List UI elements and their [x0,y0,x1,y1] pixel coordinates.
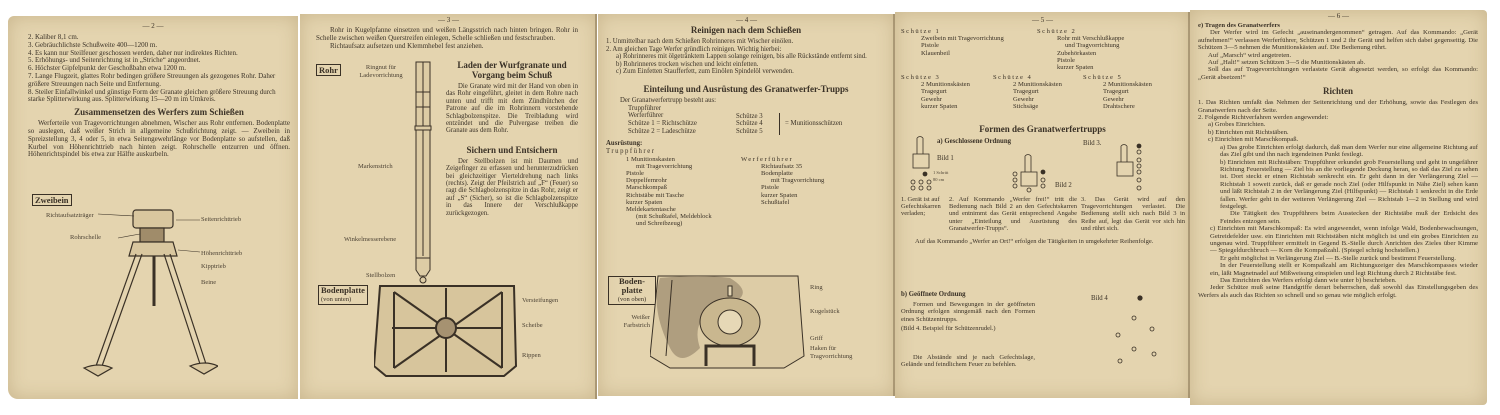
step-columns [901,196,1185,232]
subheading-closed: a) Geschlossene Ordnung [937,138,1012,145]
item: Stichsäge [1013,102,1039,110]
member: Werferführer [628,112,664,120]
item: kurzer Spaten [921,102,958,110]
step-1-text: 1. Gerät ist auf Gefechtskarren verladen; [901,196,941,218]
baseplate-bottom-illustration [374,284,519,384]
member: Schütze 1 = Richtschütze [628,119,697,127]
list-item: 5. Erhöhungs- und Seitenrichtung ist in „Striche“ angeordnet. [28,56,201,65]
section-heading: Reinigen nach dem Schießen [690,25,802,35]
paragraph: a) Das grobe Einrichten erfolgt dadurch, daß man dem Werfer nur eine allgemeine Richtung auf das Ziel gibt und ihn nach irgendeinen Punkt festlegt. [1220,143,1478,159]
open-formation-diagram [1110,294,1160,364]
baseplate-top-illustration [650,274,810,374]
item: mit Tragevorrichtung [636,162,693,170]
list-item: 1. Unmittelbar nach dem Schießen Rohrinneres mit Wischer einölen. [606,38,794,45]
item: Bodenplatte [761,169,793,177]
equipment-columns [606,156,886,228]
figure-label-box: Rohr [316,64,341,76]
subheading-carry: e) Tragen des Granatwerfers [1198,22,1281,29]
page-2-text [28,34,290,159]
safety-text: Der Stellbolzen ist mit Daumen und Zeigefinger zu erfassen und herunterzudrücken bei gleichzeitiger Vierteldrehung nach links (rechts). Zeigt der Pfeilstrich auf „F“ (Feuer) so ragt die Schlagbolzenspitze in das Rohr, zeigt er auf „S“ (Sicher), so ist die Schlagbolzenspitze in das Innere der Verschlußkappe zurückgezogen. [446,157,578,217]
item: Meldekartentasche [626,205,676,213]
paragraph: In der Feuerstellung stellt er Kompaßzahl am Richtungszeiger des Marschkompasses wieder ein, läßt Magnetnadel auf Mißweisung einspielen und legt Richtung durch 2 Richtstäbe fest. [1210,262,1478,277]
members [606,105,886,136]
group-title: Schütze 5 [1083,74,1123,81]
section-heading: Zusammensetzen des Werfers zum Schießen [74,107,244,118]
item: Pistole [761,184,779,192]
equipment-group [901,74,970,110]
list-item: 2. Folgende Richtverfahren werden angewendet: [1198,114,1329,122]
figure-label-box [608,276,656,305]
list-item: 4. Es kann nur Steilfeuer geschossen werden, daher nur indirektes Richten. [28,48,238,57]
figure-label: Höhenrichttrieb [201,250,243,257]
bild-label: Bild 2 [1055,182,1072,189]
figure-label-box: Zweibein [32,194,72,206]
page-number: — 5 — [1032,16,1053,24]
item: kurzer Spaten [1057,64,1094,72]
equipment-group [1083,74,1152,110]
figure-label: Ring [810,284,823,291]
consists-text: Der Granatwerfertrupp besteht aus: [620,96,717,104]
item: Doppelfernrohr [626,177,668,185]
item: Rohr mit Verschlußkappe [1057,35,1125,43]
figure-label: Rippen [522,352,541,359]
figure-label: Kipptrieb [201,263,226,270]
list-item: a) Rohrinneres mit ölgetränktem Lappen solange reinigen, bis alle Rückstände entfernt sind. [616,53,867,61]
member: Schütze 5 [736,127,763,135]
item: Gewehr [1103,95,1124,103]
list-item: c) Zum Einfetten Staufferfett, zum Einölen Spindelöl verwenden. [616,68,794,76]
item: 2 Munitionskästen [1103,81,1152,89]
intro-text-2: Richtaufsatz aufsetzen und Klemmhebel fest anziehen. [330,41,484,50]
open-order-section [901,291,1035,368]
members-right [736,113,780,136]
group-title: Schütze 2 [1037,28,1077,35]
member: Truppführer [628,104,661,112]
werfer-title: Werferführer [741,155,794,163]
equipment-label: Ausrüstung: [606,140,643,148]
list-item: 3. Gebräuchlichste Schußweite 400—1200 m. [28,40,158,49]
paragraph: Jeder Schütze muß seine Handgriffe derart beherrschen, daß sowohl das Einstellungsgeben des Werfers als auch das Richten so schnell und so genau wie möglich erfolgt. [1198,284,1478,299]
item: kurzer Spaten [626,198,663,206]
item: Zweibein mit Tragevorrichtung [921,35,1004,43]
item: 2 Munitionskästen [921,81,970,89]
leader-title: Truppführer [606,147,656,155]
item: und Schreibzeug) [636,220,683,228]
paragraph: Soll das auf Tragevorrichtungen verlastete Gerät abgesetzt werden, so erfolgt das Kommando: „Gerät absetzen!“ [1198,66,1478,81]
loading-text: Die Granate wird mit der Hand von oben in das Rohr eingeführt, gleitet in dem Rohre nach unten und trifft mit dem Zündhütchen der Patrone auf die im Rohrinnern vorstehende Schlagbolzenspitze. Die Treibladung wird entzündet und die Pulvergase treiben die Granate aus dem Rohr. [446,83,578,135]
paragraph: Das Einrichten des Werfers erfolgt dann wie unter b) beschrieben. [1220,277,1397,284]
distance-label: 80 cm [933,177,945,182]
list-item: b) Rohrinneres trocken wischen und leicht einfetten. [616,60,759,68]
page-number: — 2 — [142,22,164,30]
assembly-paragraph: Werferteile von Tragevorrichtungen abnehmen, Wischer aus Rohr entfernen. Bodenplatte so auslegen, daß weißer Strich in allgemeine Schußrichtung zeigt. — Zweibein in Spreizstellung 3, 4 oder 5, in etwa Seitengewehrlänge vor Bodenplatte so aufstellen, daß Kurbel von Höhenrichttrieb nach hinten zeigt. Rohrschelle entzurren und öffnen. Höhenrichtspindel bis etwa zur Hälfte auskurbeln. [28,119,290,159]
equipment-group [993,74,1062,110]
page-number: — 4 — [736,16,757,24]
page-6-text [1198,22,1478,299]
page-2 [8,16,298,399]
section-heading: Formen des Granatwerfertrupps [979,124,1106,134]
item: Pistole [626,169,644,177]
item: mit Tragvorrichtung [771,177,825,185]
list-item: b) Einrichten mit Richtstäben. [1208,128,1289,136]
item: Klauenbeil [921,49,950,57]
item: Tragegurt [921,88,947,96]
item: Richtaufsatz 35 [761,162,803,170]
cleaning-list [606,38,886,76]
figure-label: Haken für Tragvorrichtung [810,345,853,360]
item: Tragegurt [1103,88,1129,96]
group-title: Schütze 1 [901,28,941,35]
step-2-text: 2. Auf Kommando „Werfer frei!“ tritt die Bedienung nach Bild 2 an den Gefechtskarren und entnimmt das Gerät entsprechend Angabe unter „Einteilung und Ausrüstung des Granatwerfer-Trupps“. [949,196,1077,232]
figure-label: Markenstrich [358,163,393,170]
figure-label: Winkelmesserebene [344,236,397,243]
item: Richtstäbe mit Tasche [626,191,685,199]
aiming-text [1198,99,1478,299]
bild-label: Bild 4 [1091,295,1108,302]
item: und Tragvorrichtung [1065,42,1120,50]
paragraph: Die Tätigkeit des Truppführers beim Ausstecken der Richtstäbe muß der Erdsicht des Feindes entzogen sein. [1220,210,1478,225]
page-5 [895,12,1190,398]
figure-title: Bodenplatte [321,285,365,295]
werfer-items [741,163,824,206]
paragraph: Der Werfer wird im Gefecht „auseinandergenommen“ getragen. Auf das Kommando: „Gerät aufnehmen!“ verlassen Werferführer, Schützen 1 und 2 ihr Gerät und helfen sich dabei gegenseitig. Die Schützen 3—5 nehmen die Munitionskästen auf. Die Bedienung rührt. [1198,29,1478,52]
section-heading: Sichern und Entsichern [466,144,558,155]
item: kurzer Spaten [761,191,798,199]
page-3-intro [316,27,578,50]
item: Gewehr [921,95,942,103]
carry-text [1198,29,1478,81]
section-heading: Richten [1323,86,1353,97]
item: 2 Munitionskästen [1013,81,1062,89]
group-title: Schütze 3 [901,74,941,81]
spec-list [28,34,290,104]
paragraph: b) Einrichten mit Richtstäben: Truppführer erkundet grob Feuerstellung und geht in ungefährer Richtung Feuerstellung — Ziel bis an die vorliegende Deckung heran, so daß das Ziel zu sehen ist. Dort steckt er einen Richtstab senkrecht ein. Er geht dann in der Verlängerung Ziel — Richtstab 1 soweit zurück, daß er gerade noch Ziel (oder Hilfspunkt in Nähe Ziel) sehen kann und läßt Richtstab 2 in der Verlängerung Ziel (Hilfspunkt) — Richtstab 1 senkrecht in die Erde fallen. Werfer geht in der weiteren Verlängerung Ziel — Richtstab 1—2 in Stellung und wird festgelegt. [1220,158,1478,210]
paragraph: Er geht möglichst in Verlängerung Ziel — B.-Stelle zurück und bestimmt Feuerstellung. [1220,254,1456,262]
item: Zubehörkasten [1057,49,1097,57]
member: Schütze 4 [736,120,763,128]
item: Pistole [921,42,939,50]
member: Schütze 2 = Ladeschütze [628,127,696,135]
list-item: c) Einrichten mit Marschkompaß. [1208,136,1299,144]
bild-label: Bild 3. [1083,140,1102,147]
formation-steps [901,196,1185,245]
subheading-open: b) Geöffnete Ordnung [901,291,966,298]
figure-title: Boden-platte [619,276,645,295]
group-title: Schütze 4 [993,74,1033,81]
equipment-group [901,28,1004,57]
paragraph: c) Einrichten mit Marschkompaß: Es wird angewendet, wenn infolge Wald, Bodenbewachsungen, Getreidefelder usw. ein Einrichten mit Richtstäben nicht möglich ist und ein grobes Einrichten zu ungenau wird. Truppführer ermittelt in Gegend B.-Stelle durch Anrichten des Zieles über Kimme — Spiegeldurchbruch — Korn die Kompaßzahl. (Spiegel schräg hochstellen.) [1210,225,1478,255]
bipod-illustration [78,206,218,386]
open-order-example: (Bild 4. Beispiel für Schützenrudel.) [901,324,996,332]
bild-label: Bild 1 [937,155,954,162]
formation-diagrams [903,136,1163,196]
page-6 [1190,10,1487,405]
list-item: 7. Lange Flugzeit, glattes Rohr bedingen größere Streuungen als gezogenes Rohr. Daher größere Streuungen nach Seite und Entfernung. [28,71,276,88]
page-3-right-column [446,60,578,217]
item: Schußtafel [761,198,790,206]
page-number: — 3 — [438,16,459,24]
item: Drahtschere [1103,102,1135,110]
figure-label: Griff [810,335,823,342]
item: Tragegurt [1013,88,1039,96]
reverse-order-text: Auf das Kommando „Werfer an Ort!“ erfolgen die Tätigkeiten in umgekehrter Reihenfolge. [915,238,1154,246]
page-4 [598,14,895,396]
item: Marschkompaß [626,184,668,192]
distances-text: Die Abstände sind je nach Gefechtslage, Gelände und feindlichem Feuer zu befehlen. [901,354,1035,369]
paragraph: Auf „Halt!“ setzen Schützen 3—5 die Munitionskästen ab. [1208,59,1366,67]
list-item: 2. Kaliber 8,1 cm. [28,33,79,41]
members-left [628,105,736,135]
figure-label-box [318,285,368,305]
intro-text: Rohr in Kugelpfanne einsetzen und weißen Längsstrich nach hinten bringen. Rohr in Schelle zwischen weißen Querstreifen einlegen, Schelle schließen und festschrauben. [316,26,578,42]
item: (mit Schußtafel, Meldeblock [636,213,712,221]
figure-label: Versteifungen [522,297,559,304]
figure-label: Richtaufsatzträger [46,212,94,219]
step-3-text: 3. Das Gerät wird auf den Tragevorrichtungen verlastet. Die Bedienung stellt sich nach Bild 3 in Reihe auf, legt das Gerät vor sich hin und rührt sich. [1081,196,1185,232]
figure-label: Beine [201,279,217,286]
figure-subtitle: (von unten) [321,296,352,303]
figure-label: Weißer Farbstrich [623,314,650,329]
leader-items [606,156,741,228]
figure-label: Rohrschelle [70,234,102,241]
section-heading: Laden der Wurfgranate und Vorgang beim Schuß [457,60,567,80]
list-item: 6. Höchster Gipfelpunkt der Geschoßbahn etwa 1200 m. [28,64,187,73]
figure-subtitle: (von oben) [617,296,647,303]
member: Schütze 3 [736,112,763,120]
figure-label: Kugelstück [810,308,840,315]
list-item: 1. Das Richten umfaßt das Nehmen der Seitenrichtung und der Erhöhung, sowie das Festlegen des Granatwerfers nach der Seite. [1198,99,1478,114]
page-3 [300,14,597,399]
page-number: — 6 — [1328,12,1349,20]
item: Pistole [1057,56,1075,64]
figure-label: Seitenrichttrieb [201,216,242,223]
list-item: a) Grobes Einrichten. [1208,121,1266,129]
section-heading: Einteilung und Ausrüstung des Granatwerfer-Trupps [643,83,849,94]
item: Gewehr [1013,95,1034,103]
figure-label: Ringnut für Ladevorrichtung [359,64,403,79]
page-4-text [606,25,886,228]
paragraph: Auf „Marsch“ wird angetreten. [1208,51,1292,59]
list-item: 2. Am gleichen Tage Werfer gründlich reinigen. Wichtig hierbei: [606,45,782,53]
item: 1 Munitionskasten [626,155,675,163]
distance-label: 1 Schritt [933,170,949,175]
equipment-group [1037,28,1124,71]
figure-label: Stellbolzen [366,272,396,279]
munition-label: = Munitionsschützen [785,120,843,128]
figure-label: Scheibe [522,322,543,329]
list-item: 8. Steiler Einfallwinkel und günstige Form der Granate gleichen größere Streuung durch starke Splitterwirkung aus. Splitterwirkung 15—20 m im Umkreis. [28,87,276,104]
barrel-illustration [408,60,438,290]
open-order-text: Formen und Bewegungen in der geöffneten Ordnung erfolgen sinngemäß nach den Formen eines Schützentrupps. [901,301,1035,323]
werfer-column [741,156,824,228]
